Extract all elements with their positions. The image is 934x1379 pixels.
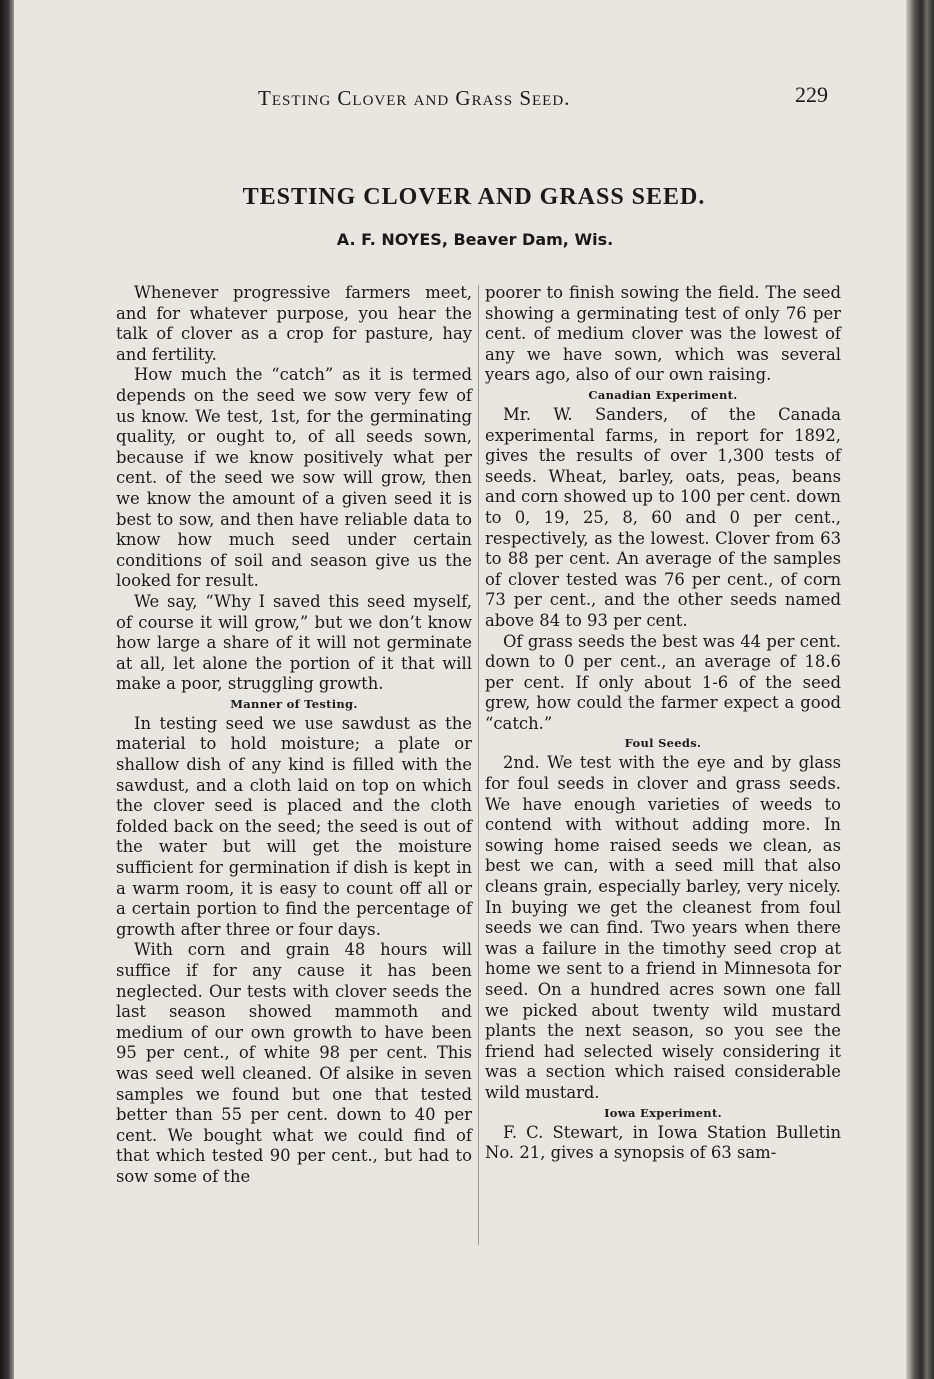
subheading-canadian-experiment: Canadian Experiment. xyxy=(588,387,738,402)
paragraph: How much the “catch” as it is termed depends on the seed we sow very few of us know. We test, 1st, for the germinating quality, or ought to, of all seeds sown, because if we know positively what per cent. of the seed we sow will grow, then we know the amount of a given seed it is best to sow, and then have reliable data to know how much seed under certain conditions of soil and season give us the looked for result. xyxy=(116,365,472,591)
paragraph: With corn and grain 48 hours will suffice if for any cause it has been neglected. Our tests with clover seeds the last season showed mammoth and medium of our own growth to have been 95 per cent., of white 98 per cent. This was seed well cleaned. Of alsike in seven samples we found but one that tested better than 55 per cent. down to 40 per cent. We bought what we could find of that which tested 90 per cent., but had to sow some of the xyxy=(116,940,472,1186)
subheading-iowa-experiment: Iowa Experiment. xyxy=(604,1105,722,1120)
author-line xyxy=(300,230,650,249)
article-title: TESTING CLOVER AND GRASS SEED. xyxy=(242,184,706,210)
paragraph: 2nd. We test with the eye and by glass for foul seeds in clover and grass seeds. We have enough varieties of weeds to contend with without adding more. In sowing home raised seeds we clean, as best we can, with a seed mill that also cleans grain, especially barley, very nicely. In buying we get the cleanest from foul seeds we can find. Two years when there was a failure in the timothy seed crop at home we sent to a friend in Minnesota for seed. On a hundred acres sown one fall we picked about twenty wild mustard plants the next season, so you see the friend had selected wisely considering it was a section which raised considerable wild mustard. xyxy=(485,753,841,1102)
right-column xyxy=(485,283,841,1164)
column-divider xyxy=(478,285,479,1245)
subheading-foul-seeds: Foul Seeds. xyxy=(624,736,702,751)
running-head: Testing Clover and Grass Seed. xyxy=(258,86,571,110)
subheading-manner-of-testing: Manner of Testing. xyxy=(230,696,358,711)
paragraph: F. C. Stewart, in Iowa Station Bulletin No. 21, gives a synopsis of 63 sam- xyxy=(485,1122,841,1163)
page-number: 229 xyxy=(795,82,828,107)
page-edge xyxy=(906,0,934,1379)
paragraph: Mr. W. Sanders, of the Canada experimental farms, in report for 1892, gives the results of over 1,300 tests of seeds. Wheat, barley, oats, peas, beans and corn showed up to 100 per cent. down to 0, 19, 25, 8, 60 and 0 per cent., respectively, as the lowest. Clover from 63 to 88 per cent. An average of the samples of clover tested was 76 per cent., of corn 73 per cent., and the other seeds named above 84 to 93 per cent. xyxy=(485,404,841,630)
book-spine-shadow xyxy=(0,0,14,1379)
paragraph: poorer to finish sowing the field. The seed showing a germinating test of only 76 per cent. of medium clover was the lowest of any we have sown, which was several years ago, also of our own raising. xyxy=(485,283,841,385)
paragraph: Of grass seeds the best was 44 per cent. down to 0 per cent., an average of 18.6 per cent. If only about 1-6 of the seed grew, how could the farmer expect a good “catch.” xyxy=(485,631,841,733)
author-place: Beaver Dam, Wis. xyxy=(453,230,614,249)
paragraph: In testing seed we use sawdust as the material to hold moisture; a plate or shallow dish of any kind is filled with the sawdust, and a cloth laid on top on which the clover seed is placed and the cloth folded back on the seed; the seed is out of the water but will get the moisture sufficient for germination if dish is kept in a warm room, it is easy to count off all or a certain portion to find the percentage of growth after three or four days. xyxy=(116,713,472,939)
left-column xyxy=(116,283,472,1188)
paragraph: We say, “Why I saved this seed myself, of course it will grow,” but we don’t know how large a share of it will not germinate at all, let alone the portion of it that will make a poor, struggling growth. xyxy=(116,591,472,694)
paragraph: Whenever progressive farmers meet, and for whatever purpose, you hear the talk of clover as a crop for pasture, hay and fertility. xyxy=(116,283,472,364)
author-name: A. F. NOYES, xyxy=(336,230,448,249)
